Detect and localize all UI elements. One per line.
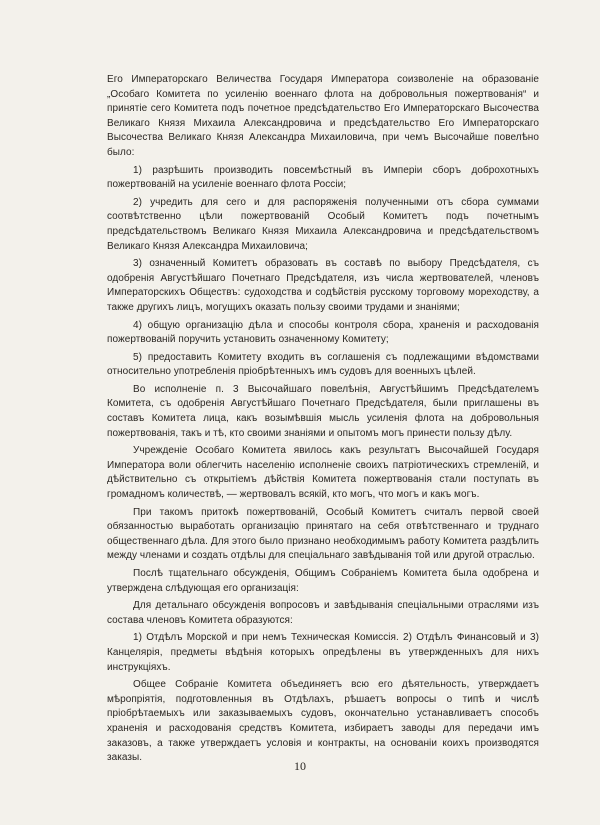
paragraph-intro: Его Императорскаго Величества Государя Императора соизволеніе на образованіе „Особаго Комитета по усиленію военнаго флота на добровольныя пожертвованія“ и принятіе сего Комитета подъ почетное предсѣдательство Его Императорскаго Высочества Великаго Князя Михаила Александровича и предсѣдательство Его Императорскаго Высочества Великаго Князя Александра Михаиловича, при чемъ Высочайше повелѣно было: <box>107 74 539 158</box>
paragraph-item-3: 3) означенный Комитетъ образовать въ составѣ по выбору Предсѣдателя, съ одобренія Августѣйшаго Почетнаго Предсѣдателя, изъ числа жертвователей, членовъ Императорскихъ Обществъ: судоходства и содѣйствія русскому торговому мореходству, а также другихъ лицъ, могущихъ оказать пользу своими трудами и знаніями; <box>107 258 539 313</box>
paragraph-approval: Послѣ тщательнаго обсужденія, Общимъ Собраніемъ Комитета была одобрена и утверждена слѣдующая его организація: <box>107 568 539 594</box>
paragraph-item-1: 1) разрѣшить производить повсемѣстный въ Имперіи сборъ доброхотныхъ пожертвованій на усиленіе военнаго флота Россіи; <box>107 164 539 191</box>
page-number: 10 <box>294 759 306 773</box>
paragraph-departments-list: 1) Отдѣлъ Морской и при немъ Техническая Комиссія. 2) Отдѣлъ Финансовый и 3) Канцелярія, предметы вѣдѣнія которыхъ опредѣлены въ утвержденныхъ для нихъ инструкціяхъ. <box>107 632 539 673</box>
paragraph-item-5: 5) предоставить Комитету входить въ соглашенія съ подлежащими вѣдомствами относительно употребленія пріобрѣтенныхъ имъ судовъ для военныхъ цѣлей. <box>107 351 539 378</box>
body-text <box>107 73 539 769</box>
paragraph-general-meeting: Общее Собраніе Комитета объединяетъ всю его дѣятельность, утверждаетъ мѣропріятія, подготовленныя въ Отдѣлахъ, рѣшаетъ вопросы о типѣ и числѣ пріобрѣтаемыхъ или заказываемыхъ судовъ, окончательно устанавливаетъ способъ храненія и расходованія средствъ Комитета, избираетъ заводы для передачи имъ заказовъ, а также утверждаетъ условія и контракты, на основаніи коихъ производятся заказы. <box>107 679 539 764</box>
paragraph-item-2: 2) учредить для сего и для распоряженія полученными отъ сбора суммами соотвѣтственно цѣли пожертвованій Особый Комитетъ подъ почетнымъ предсѣдательствомъ Великаго Князя Михаила Александровича и предсѣдательствомъ Великаго Князя Александра Михаиловича; <box>107 196 539 252</box>
paragraph-item-4: 4) общую организацію дѣла и способы контроля сбора, храненія и расходованія пожертвованій поручить установить означенному Комитету; <box>107 319 539 346</box>
paragraph-establishment: Учрежденіе Особаго Комитета явилось какъ результатъ Высочайшей Государя Императора воли облегчить населенію исполненіе своихъ патріотическихъ стремленій, и дѣйствительно съ открытіемъ дѣйствія Комитета пожертвованія стали поступать въ громадномъ количествѣ, — жертвовалъ всякій, кто могъ, что могъ и какъ могъ. <box>107 445 539 501</box>
paragraph-influx: При такомъ притокѣ пожертвованій, Особый Комитетъ считалъ первой своей обязанностью выработать организацію принятаго на себя отвѣтственнаго и труднаго общественнаго дѣла. Для этого было признано необходимымъ работу Комитета раздѣлить между членами и создать отдѣлы для спеціальнаго завѣдыванія той или другой отраслью. <box>107 506 539 562</box>
paragraph-execution: Во исполненіе п. 3 Высочайшаго повелѣнія, Августѣйшимъ Предсѣдателемъ Комитета, съ одобренія Августѣйшаго Почетнаго Предсѣдателя, были приглашены въ составъ Комитета лица, какъ возымѣвшія мысль усиленія флота на добровольныя пожертвованія, такъ и тѣ, кто своими знаніями и опытомъ могъ принести пользу дѣлу. <box>107 383 539 439</box>
paragraph-departments-intro: Для детальнаго обсужденія вопросовъ и завѣдыванія спеціальными отраслями изъ состава членовъ Комитета образуются: <box>107 600 539 626</box>
